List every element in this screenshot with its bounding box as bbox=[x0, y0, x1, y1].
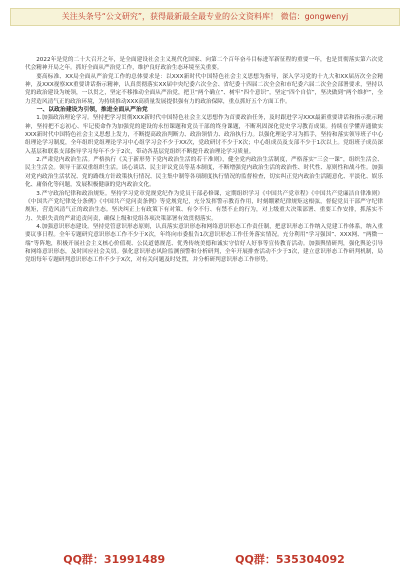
footer-contact bbox=[0, 548, 408, 572]
paragraph: 3.严守政治纪律和政治规矩。坚持学习党章党规党纪作为党员干部必修课，定期组织学习《中国共产党章程》《中国共产党廉洁自律准则》《中国共产党纪律处分条例》《中国共产党问责条例》等党规党纪，充分发挥警示教育作用，时刻绷紧纪律规矩这根弦，督促党员干部严守纪律规矩，营造风清气正的政治生态。坚决纠正上有政策下有对策、有令不行、有禁不止的行为，对上级重大决策部署、重要工作安排，抓落实不力、失职失责的严肃追责问责，确保上级和党组各项决策部署有效贯彻落实。 bbox=[25, 190, 383, 222]
paragraph: 要高标准、XX局全面从严治党工作的总体要求是：以XXX新时代中国特色社会主义思想为指导，深入学习党的十九大和XX届历次全会精神，及XXX视察XX重要讲话指示精神，认真贯彻落实XX届中央纪委六次全会、省纪委十四届二次全会和市纪委六届二次全会部署要求，坚持以党的政治建设为统领，一以贯之，坚定不移推动全面从严治党，把卫“两个确立”、树牢“四个意识”，坚定“四个自信”，坚决做到“两个维护”，全力营造风清气正的政治环境，为持续推动XXX高质量发展提供强有力的政治保障，重点抓好五个方面工作。 bbox=[25, 73, 383, 105]
paragraph: 2.严肃党内政治生活。严格执行《关于新形势下党内政治生活的若干准则》，健全党内政治生活制度，严格落实“三会一课”，组织生活会、民主生活会。领导干部双重组织生活。谈心谈话、民主评议党员等基本制度，不断增强党内政治生活的政治性、时代性、原则性和战斗性。加强对党内政治生活状况、党的路线方针政策执行情况、民主集中制等各项制度执行情况的监督检查，切实纠正党内政治生活随意化、平淡化、娱乐化、庸俗化等问题，发展积极健康的党内政治文化。 bbox=[25, 157, 383, 189]
paragraph: 1.加强政治理论学习。坚持把学习贯彻XXX新时代中国特色社会主义思想作为首要政治任务，及时跟进学习XXX最新重要讲话和指示批示精神，坚持把不忘初心、牢记使命作为加强党的建设的永恒课题和党员干部的终身课题，不断巩固深化党史学习教育成果。持续在学懂弄通做实XXX新时代中国特色社会主义思想上发力，不断提高政治判断力、政治领悟力、政治执行力。以强化理论学习为抓手，坚持和落实领导班子中心组理论学习制度，全年组织党组理论学习中心组学习会不少于XX次，党政研讨不少于X次；中心组成员及支部不少于1次以上。党组班子成员深入基层和联系支部指导学习每年不少于2次，带动各基层党组织不断提升政治理论学习质量。 bbox=[25, 115, 383, 155]
paragraph: 2022年是党的二十大召开之年，是全面建设社会主义现代化国家、向第二个百年奋斗目标进军新征程的重要一年，也是贯彻落实第六次党代会精神开局之年。抓好全面从严治党工作，维护良好政治生态环境至关重要。 bbox=[25, 57, 383, 72]
qq-group-1: QQ群：31991489 bbox=[63, 553, 166, 566]
promo-banner: 关注头条号“公文研究”，获得最新最全最专业的公文资料库！ 微信：gongwenyj bbox=[10, 8, 400, 26]
paragraph: 4.加强意识形态建设。坚持党管意识形态原则，认真落实意识形态和网络意识形态工作责任制，把意识形态工作纳入党建工作体系，纳入重要议事日程。全年专题研究意识形态工作不少于X次，年终向市委报告1次意识形态工作任务落实情况。充分利用“学习强国”、XXX网、“两微一端”等阵地，积极开展社会主义核心价值观、公民道德规范、优秀传统美德和诚实守信好人好事等宣传教育活动。加强舆情研判，强化舆论引导和网络意识形态，及时回应社会关切。强化意识形态风险监测预警和分析研判，全年开展排查活动不少于3次，建立意识形态工作研判机制，局党组每年专题研判意识形态工作不少于X次，对有关问题及时处置，并分析研判意识形态工作形势。 bbox=[25, 223, 383, 264]
document-body bbox=[25, 56, 383, 265]
section-heading: 一、以政治建设为引领，推进全面从严治党 bbox=[36, 107, 148, 114]
qq-group-2: QQ群：535304092 bbox=[235, 553, 345, 566]
